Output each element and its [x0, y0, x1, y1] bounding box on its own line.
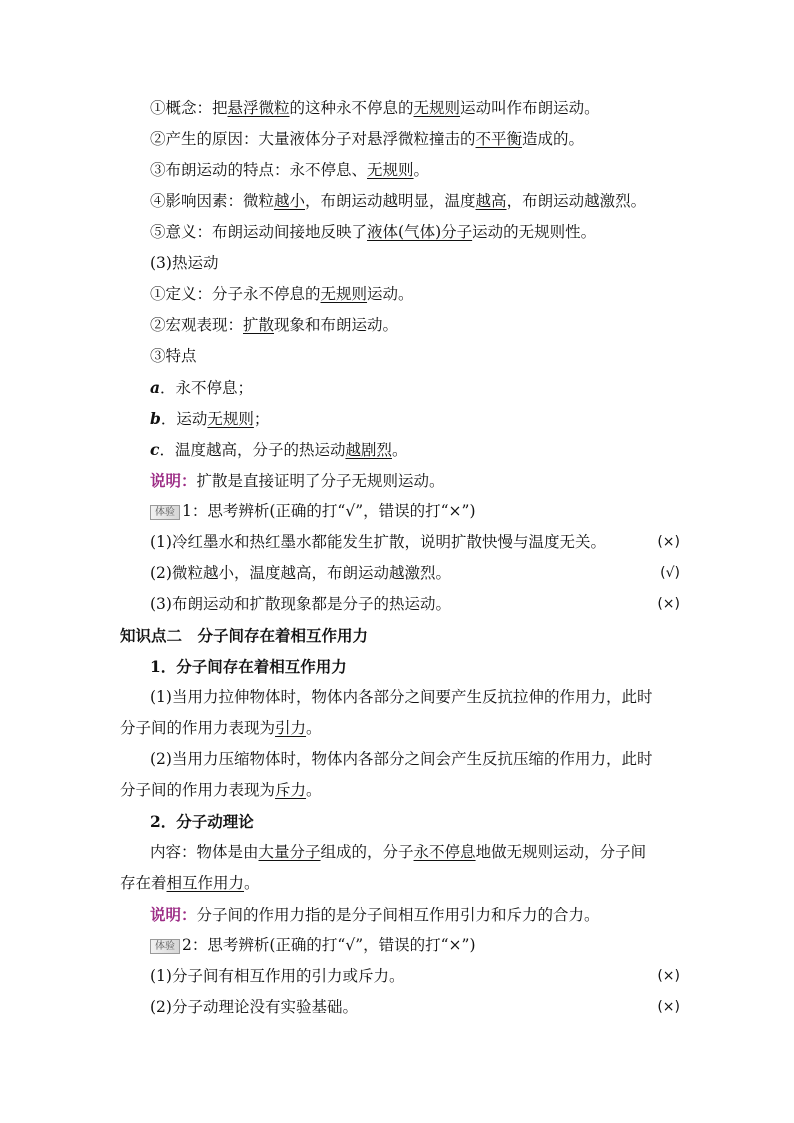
list-letter: c	[150, 440, 160, 459]
text: 。	[306, 781, 322, 799]
text: 分子间的作用力表现为	[120, 781, 276, 799]
text: ③布朗运动的特点：永不停息、	[150, 161, 368, 179]
blank-answer: 越高	[475, 192, 507, 210]
item-text: (1)分子间有相互作用的引力或斥力。	[150, 967, 405, 985]
brownian-factors	[120, 186, 680, 217]
brownian-meaning	[120, 217, 680, 248]
feature-a	[120, 372, 680, 403]
thermal-macro	[120, 310, 680, 341]
list-letter: a	[150, 378, 161, 397]
text: 内容：物体是由	[150, 843, 259, 861]
text: 的这种永不停息的	[289, 99, 414, 117]
item-text: (1)冷红墨水和热红墨水都能发生扩散，说明扩散快慢与温度无关。	[150, 533, 606, 551]
exercise-1-item	[120, 589, 680, 620]
text: 运动叫作布朗运动。	[460, 99, 600, 117]
text: 现象和布朗运动。	[274, 316, 399, 334]
paragraph-attraction-line1: (1)当用力拉伸物体时，物体内各部分之间要产生反抗拉伸的作用力，此时	[150, 688, 653, 706]
note-label: 说明：	[150, 905, 197, 924]
answer-mark: (×)	[657, 968, 680, 984]
answer-mark: (√)	[660, 565, 680, 581]
answer-mark: (×)	[657, 999, 680, 1015]
heading-thermal-motion: (3)热运动	[150, 254, 219, 272]
exercise-1-item	[120, 558, 680, 589]
text: ，布朗运动越明显，温度	[305, 192, 476, 210]
text: ①定义：分子永不停息的	[150, 285, 321, 303]
text: 2：思考辨析(正确的打“√”，错误的打“×”)	[182, 936, 476, 954]
exercise-2-item	[120, 961, 680, 992]
blank-answer: 斥力	[275, 781, 307, 799]
text: ；	[253, 410, 270, 428]
brownian-features	[120, 155, 680, 186]
blank-answer: 扩散	[243, 316, 275, 334]
blank-answer: 无规则	[320, 285, 368, 303]
text: 运动。	[367, 285, 414, 303]
text: ，布朗运动越激烈。	[506, 192, 647, 210]
exercise-1-heading	[120, 496, 680, 527]
text: ⑤意义：布朗运动间接地反映了	[150, 223, 368, 241]
text: 分子间的作用力表现为	[120, 719, 276, 737]
text: 运动的无规则性。	[472, 223, 597, 241]
text: 组成的，分子	[320, 843, 414, 861]
item-text: (3)布朗运动和扩散现象都是分子的热运动。	[150, 595, 451, 613]
blank-answer: 无规则	[413, 99, 461, 117]
subheading-1: 1．分子间存在着相互作用力	[150, 657, 347, 676]
text: ．温度越高，分子的热运动	[159, 441, 346, 459]
list-letter: b	[150, 409, 161, 428]
feature-b	[120, 403, 680, 434]
experience-badge-icon: 体验	[150, 505, 180, 520]
blank-answer: 永不停息	[413, 843, 476, 861]
paragraph-theory-line2	[120, 868, 680, 899]
blank-answer: 悬浮微粒	[227, 99, 290, 117]
text: 。	[413, 161, 430, 179]
text: 存在着	[120, 874, 167, 892]
answer-mark: (×)	[657, 534, 680, 550]
text: ④影响因素：微粒	[150, 192, 275, 210]
blank-answer: 无规则	[367, 161, 414, 179]
paragraph-theory-line1	[120, 837, 680, 868]
brownian-concept	[120, 93, 680, 124]
text: 地做无规则运动，分子间	[475, 843, 647, 861]
blank-answer: 引力	[275, 719, 307, 737]
exercise-2-heading	[120, 930, 680, 961]
paragraph-repulsion-line1: (2)当用力压缩物体时，物体内各部分之间会产生反抗压缩的作用力，此时	[150, 750, 653, 768]
text: 1：思考辨析(正确的打“√”，错误的打“×”)	[182, 502, 476, 520]
thermal-features-heading: ③特点	[150, 347, 197, 365]
paragraph-attraction-line2	[120, 713, 680, 744]
blank-answer: 越小	[274, 192, 306, 210]
exercise-1-item	[120, 527, 680, 558]
paragraph-repulsion-line2	[120, 775, 680, 806]
text: ．永不停息；	[160, 379, 254, 397]
blank-answer: 无规则	[207, 410, 254, 428]
thermal-definition	[120, 279, 680, 310]
item-text: (2)微粒越小，温度越高，布朗运动越激烈。	[150, 564, 451, 582]
blank-answer: 相互作用力	[166, 874, 245, 892]
text: 。	[244, 874, 260, 892]
text: ②产生的原因：大量液体分子对悬浮微粒撞击的	[150, 130, 476, 148]
text: 分子间的作用力指的是分子间相互作用引力和斥力的合力。	[196, 906, 600, 924]
exercise-2-item	[120, 992, 680, 1023]
answer-mark: (×)	[657, 596, 680, 612]
brownian-cause	[120, 124, 680, 155]
blank-answer: 液体(气体)分子	[367, 223, 473, 241]
note-label: 说明：	[150, 471, 197, 490]
note-diffusion	[120, 465, 680, 496]
item-text: (2)分子动理论没有实验基础。	[150, 998, 358, 1016]
text: 扩散是直接证明了分子无规则运动。	[196, 472, 445, 490]
blank-answer: 大量分子	[258, 843, 321, 861]
text: 。	[391, 441, 408, 459]
text: ．运动	[160, 410, 208, 428]
section-heading-2: 知识点二 分子间存在着相互作用力	[120, 626, 369, 645]
subheading-2: 2．分子动理论	[150, 812, 254, 831]
text: ①概念：把	[150, 99, 228, 117]
experience-badge-icon: 体验	[150, 939, 180, 954]
note-force	[120, 899, 680, 930]
content-column	[120, 93, 680, 1023]
blank-answer: 不平衡	[475, 130, 523, 148]
text: 造成的。	[522, 130, 585, 148]
feature-c	[120, 434, 680, 465]
text: 。	[306, 719, 322, 737]
text: ②宏观表现：	[150, 316, 244, 334]
blank-answer: 越剧烈	[345, 441, 392, 459]
